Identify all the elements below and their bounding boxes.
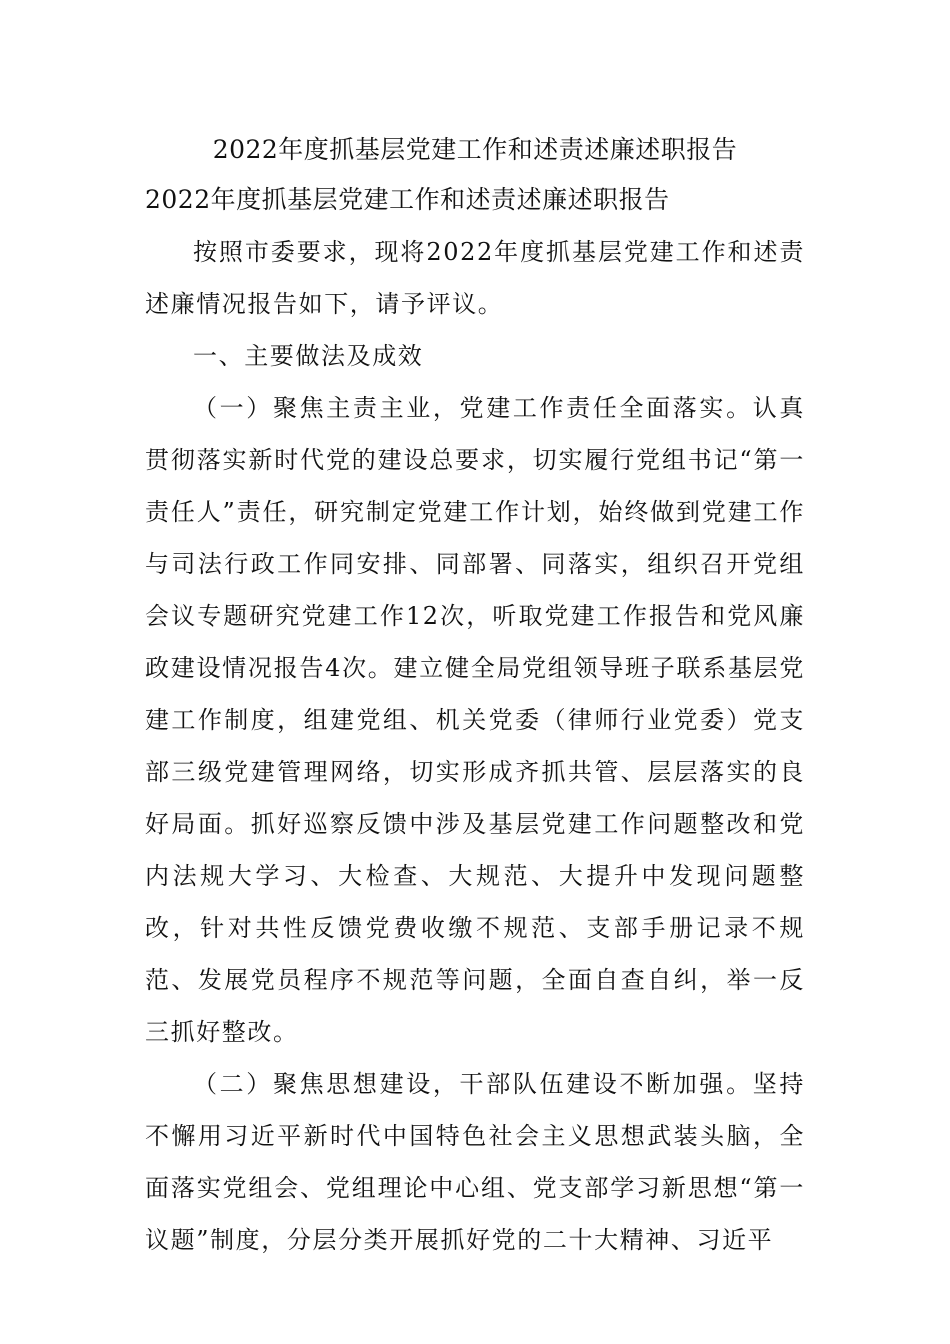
paragraph-2: （二）聚焦思想建设，干部队伍建设不断加强。坚持不懈用习近平新时代中国特色社会主义思想武装头脑，全面落实党组会、党组理论中心组、党支部学习新思想“第一议题”制度，分层分类开展抓好党的二十大精神、习近平 bbox=[145, 1070, 805, 1254]
section-heading: 一、主要做法及成效 bbox=[193, 342, 424, 370]
document-title: 2022年度抓基层党建工作和述责述廉述职报告 bbox=[212, 135, 738, 164]
intro-paragraph: 按照市委要求，现将2022年度抓基层党建工作和述责述廉情况报告如下，请予评议。 bbox=[145, 238, 805, 318]
document-body bbox=[145, 226, 805, 1266]
paragraph-1: （一）聚焦主责主业，党建工作责任全面落实。认真贯彻落实新时代党的建设总要求，切实履行党组书记“第一责任人”责任，研究制定党建工作计划，始终做到党建工作与司法行政工作同安排、同部署、同落实，组织召开党组会议专题研究党建工作12次，听取党建工作报告和党风廉政建设情况报告4次。建立健全局党组领导班子联系基层党建工作制度，组建党组、机关党委（律师行业党委）党支部三级党建管理网络，切实形成齐抓共管、层层落实的良好局面。抓好巡察反馈中涉及基层党建工作问题整改和党内法规大学习、大检查、大规范、大提升中发现问题整改，针对共性反馈党费收缴不规范、支部手册记录不规范、发展党员程序不规范等问题，全面自查自纠，举一反三抓好整改。 bbox=[145, 394, 805, 1046]
document-subtitle: 2022年度抓基层党建工作和述责述廉述职报告 bbox=[145, 185, 670, 214]
